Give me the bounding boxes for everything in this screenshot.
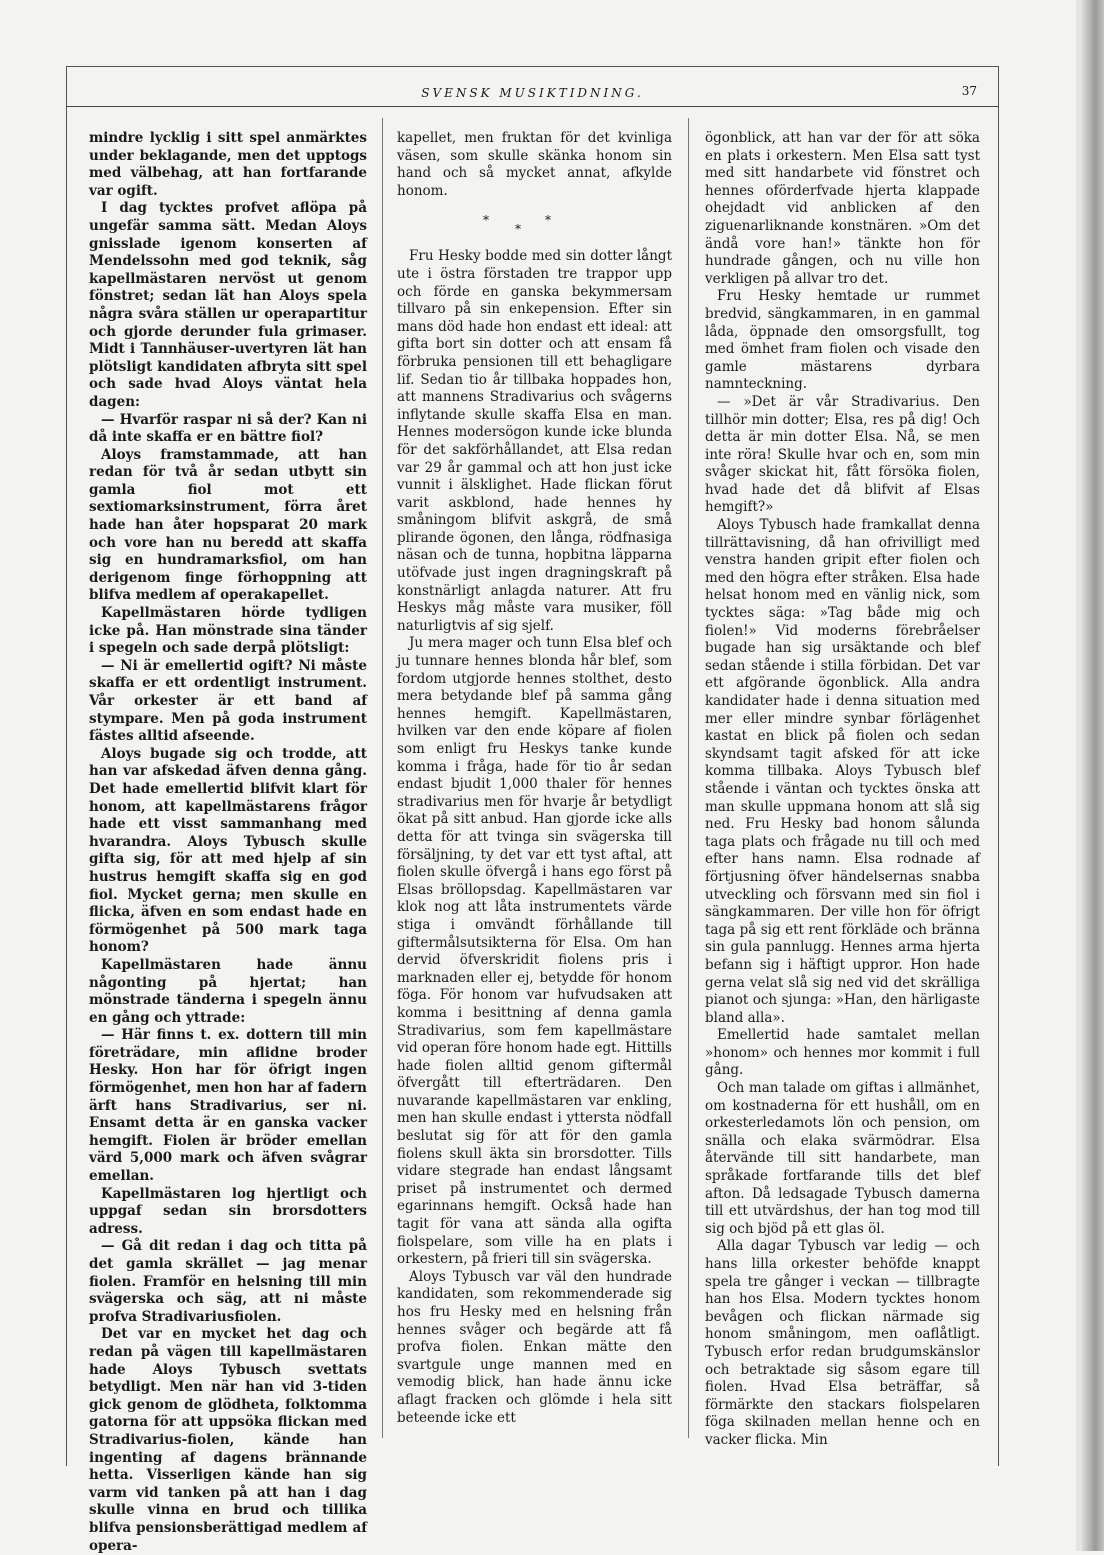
paragraph: — Hvarför raspar ni så der? Kan ni då inte skaffa er en bättre fiol? — [89, 411, 367, 446]
paragraph: kapellet, men fruktan för det kvinliga väsen, som skulle skänka honom sin hand och så mycket annat, afkylde honom. — [397, 130, 672, 199]
paragraph: ögonblick, att han var der för att söka en plats i orkestern. Men Elsa satt tyst med sitt handarbete vid fönstret och hennes oförderfvade hjerta klappade ohejdadt vid anblicken af den ziguenarliknande konstnären. »Om det ändå vore han!» tänkte hon för hundrade gången, och nu ville hon verkligen på allvar tro det. — [705, 130, 980, 287]
paragraph: Det var en mycket het dag och redan på vägen till kapellmästaren hade Aloys Tybusch svettats betydligt. Men när han vid 3-tiden gick genom de glödheta, folktomma gatorna för att uppsöka flickan med Stradivarius-fiolen, kände han ingenting af dagens brännande hetta. Visserligen kände han sig varm vid tanken på att han i dag skulle vinna en brud och tillika blifva pensionsberättigad medlem af opera- — [89, 1326, 367, 1554]
paragraph: Aloys framstammade, att han redan för två år sedan utbytt sin gamla fiol mot ett sextiomarksinstrument, förra året hade han åter hopsparat 20 mark och vore han nu beredd att skaffa sig en hundramarksfiol, om han derigenom finge förhoppning att blifva medlem af operakapellet. — [89, 446, 367, 604]
paragraph: — Här finns t. ex. dottern till min företrädare, min aflidne broder Hesky. Hon har för öfrigt ingen förmögenhet, men hon har af fadern ärft hans Stradivarius, ser ni. Ensamt detta är en ganska vacker hemgift. Fiolen är bröder emellan värd 5,000 mark och äfven svågrar emellan. — [89, 1027, 367, 1185]
paragraph: Fru Hesky hemtade ur rummet bredvid, sängkammaren, in en gammal låda, öppnade den omsorgsfullt, tog med ömhet fram fiolen och visade den gamle mästarens dyrbara namnteckning. — [705, 288, 980, 393]
paragraph: Fru Hesky bodde med sin dotter långt ute i östra förstaden tre trappor upp och förde en ganska bekymmersam tillvaro på sin enkepension. Efter sin mans död hade hon endast ett ideal: att gifta bort sin dotter och att ensam få förbruka pensionen till ett behagligare lif. Sedan tio år tillbaka hoppades hon, att mannens Stradivarius och svågerns inflytande skulle skaffa Elsa en man. Hennes modersögon kunde icke blunda för det sakförhållandet, att Elsa redan var 29 år gammal och att hon just icke vunnit i älsklighet. Hade flickan förut varit askblond, hade hennes hy småningom blifvit askgrå, de små plirande ögonen, den långa, rödfnasiga näsan och de tunna, hopbitna läpparna utöfvade just ingen dragningskraft på konstnärligt anlagda naturer. Att fru Heskys måg måste vara musiker, föll naturligtvis af sig sjelf. — [397, 248, 672, 634]
column-2 — [397, 130, 672, 1427]
separator-star: * — [483, 213, 507, 228]
paragraph: Alla dagar Tybusch var ledig — och hans lilla orkester behöfde knappt spela tre gånger i veckan — tillbragte han hos Elsa. Modern tycktes honom bevågen och flickan närmade sig honom småningom, men oaflåtligt. Tybusch erfor redan brudgumskänslor och betraktade sig såsom egare till fiolen. Hvad Elsa beträffar, så förmärkte den stackars fiolspelaren föga skilnaden mellan henne och en vacker flicka. Min — [705, 1238, 980, 1448]
paragraph: Aloys bugade sig och trodde, att han var afskedad äfven denna gång. Det hade emellertid blifvit klart för honom, att kapellmästarens frågor hade ett visst sammanhang med hvarandra. Aloys Tybusch skulle gifta sig, för att med hjelp af sin hustrus hemgift skaffa sig en god fiol. Mycket gerna; men skulle en flicka, äfven en som endast hade en förmögenhet på 500 mark taga honom? — [89, 745, 367, 956]
paragraph: mindre lycklig i sitt spel anmärktes under beklagande, men det upptogs med välbehag, att han fortfarande var ogift. — [89, 130, 367, 199]
paragraph: — »Det är vår Stradivarius. Den tillhör min dotter; Elsa, res på dig! Och detta är min dotter Elsa. Nå, se men inte röra! Skulle hvar och en, som min svåger skickat hit, fått försöka fiolen, hvad hade det då blifvit af Elsas hemgift?» — [705, 393, 980, 516]
scan-page-edge — [1082, 0, 1104, 1551]
paragraph: Aloys Tybusch var väl den hundrade kandidaten, som rekommenderade sig hos fru Hesky med en helsning från hennes svåger och begärde att få profva fiolen. Enkan mätte den svartgule unge mannen med en vemodig blick, han hade ännu icke aflagt fracken och glömde i hela sitt beteende icke ett — [397, 1268, 672, 1426]
paragraph: Aloys Tybusch hade framkallat denna tillrättavisning, då han ofrivilligt med venstra handen gripit efter fiolen och med den högra efter stråken. Elsa hade helsat honom med en vänlig nick, som tycktes säga: »Tag både mig och fiolen!» Vid moderns förebråelser bugade han sig ursäktande och blef sedan stående i stilla förbidan. Det var ett afgörande ögonblick. Alla andra kandidater hade i denna situation med mer eller mindre synbar förlägenhet kastat en blick på fiolen och sedan skyndsamt tagit afsked för att icke komma tillbaka. Aloys Tybusch blef stående i väntan och tycktes önska att man skulle uppmana honom att slå sig ned. Fru Hesky bad honom sålunda taga plats och frågade nu till och med efter hans namn. Elsa rodnade af förtjusning öfver händelsernas snabba utveckling och försvann med sin fiol i sängkammaren. Der ville hon för öfrigt taga på sig ett rent förkläde och bränna sin gula pannlugg. Hennes arma hjerta befann sig i häftigt uppror. Hon hade gerna velat slå sig ned vid det skrälliga pianot och sjunga: »Han, den härligaste bland alla». — [705, 517, 980, 1026]
page-number: 37 — [961, 84, 977, 98]
separator-star: * — [515, 222, 539, 237]
page-header — [66, 84, 999, 106]
paragraph: — Ni är emellertid ogift? Ni måste skaffa er ett ordentligt instrument. Vår orkester är ett band af stympare. Men på goda instrument fästes alltid afseende. — [89, 657, 367, 745]
paragraph: Ju mera mager och tunn Elsa blef och ju tunnare hennes blonda hår blef, som fordom utgjorde hennes stolthet, desto mera betydande blef på samma gång hennes hemgift. Kapellmästaren, hvilken var den ende köpare af fiolen som enligt fru Heskys tanke kunde komma i fråga, hade för tio år sedan endast bjudit 1,000 thaler för hennes stradivarius men för hvarje år betydligt ökat på sitt anbud. Han gjorde icke alls detta för att tvinga sin svägerska till försäljning, ty det var ett tyst aftal, att fiolen skulle öfvergå i hans ego först på Elsas bröllopsdag. Kapellmästaren var klok nog att låta instrumentets värde stiga i omvändt förhållande till giftermålsutsikterna för Elsa. Om han dervid öfverskridit fiolens pris i marknaden eller ej, betydde för honom föga. För honom var hufvudsaken att komma i besittning af denna gamla Stradivarius, som fem kapellmästare vid operan före honom hade egt. Hittills hade fiolen alltid genom giftermål öfvergått till efterträdaren. Den nuvarande kapellmästaren var enkling, men han skulle endast i yttersta nödfall beslutat sig för att för den gamla fiolens skull äkta sin brorsdotter. Tills vidare stegrade han endast långsamt priset på instrumentet och dermed egarinnans hemgift. Också hade han tagit för vana att sända alla ogifta fiolspelare, som ville ha en plats i orkestern, på frieri till sin svägerska. — [397, 635, 672, 1268]
column-divider — [382, 118, 383, 1438]
paragraph: Kapellmästaren hade ännu någonting på hjertat; han mönstrade tänderna i spegeln ännu en gång och yttrade: — [89, 956, 367, 1026]
column-1 — [89, 130, 367, 1555]
paragraph: — Gå dit redan i dag och titta på det gamla skrället — jag menar fiolen. Framför en helsning till min svägerska och säg, att ni måste profva Stradivariusfiolen. — [89, 1238, 367, 1325]
separator-star: * — [545, 213, 569, 228]
column-divider — [688, 118, 689, 1438]
column-3 — [705, 130, 980, 1450]
header-rule — [66, 106, 999, 107]
paragraph: I dag tycktes profvet aflöpa på ungefär samma sätt. Medan Aloys gnisslade igenom konserten af Mendelssohn med god teknik, såg kapellmästaren nervöst ut genom fönstret; sedan lät han Aloys spela några svåra ställen ur operapartitur och gjorde derunder fula grimaser. Midt i Tannhäuser-uvertyren lät han plötsligt kandidaten afbryta sitt spel och sade hvad Aloys väntat hela dagen: — [89, 200, 367, 410]
running-title: SVENSK MUSIKTIDNING. — [421, 86, 644, 100]
paragraph: Emellertid hade samtalet mellan »honom» och hennes mor kommit i full gång. — [705, 1027, 980, 1079]
paragraph: Och man talade om giftas i allmänhet, om kostnaderna för ett hushåll, om en orkesterledamots lön och pension, om snälla och elaka svärmödrar. Elsa återvände till sitt handarbete, man språkade fortfarande tills det blef afton. Då ledsagade Tybusch damerna till ett utvärdshus, der han tog mod till sig och bjöd på ett glas öl. — [705, 1080, 980, 1237]
paragraph: Kapellmästaren log hjertligt och uppgaf sedan sin brorsdotters adress. — [89, 1185, 367, 1237]
section-separator — [397, 212, 672, 238]
paragraph: Kapellmästaren hörde tydligen icke på. Han mönstrade sina tänder i spegeln och sade derpå plötsligt: — [89, 605, 367, 657]
